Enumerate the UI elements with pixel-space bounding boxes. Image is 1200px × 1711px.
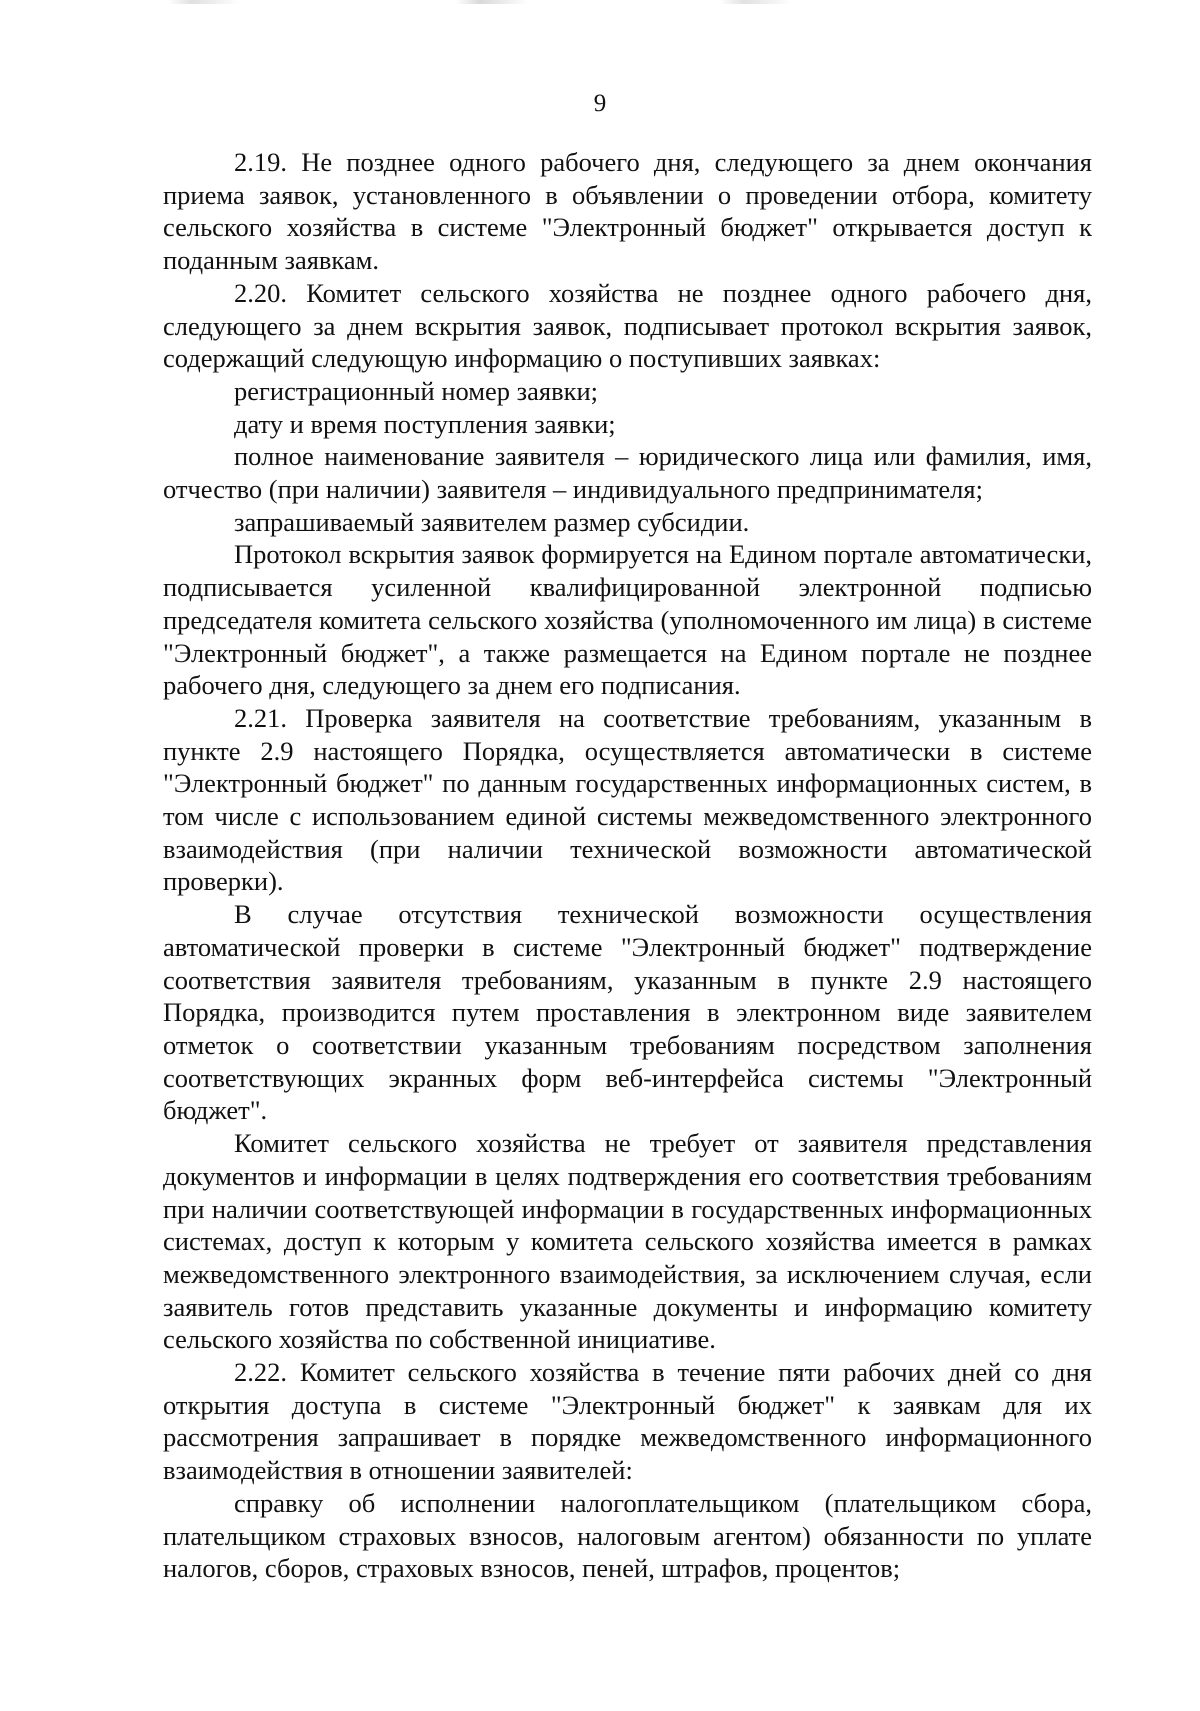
list-item-receipt-date: дату и время поступления заявки;	[234, 408, 616, 439]
paragraph-2-21: 2.21. Проверка заявителя на соответствие требованиям, указанным в пункте 2.9 настоящего Порядка, осуществляется автоматически в системе "Электронный бюджет" по данным государственных информационных систем, в том числе с использованием единой системы межведомственного электронного взаимодействия (при наличии технической возможности автоматической проверки).	[163, 702, 1092, 897]
paragraph-no-technical-possibility: В случае отсутствия технической возможности осуществления автоматической проверки в системе "Электронный бюджет" подтверждение соответствия заявителя требованиям, указанным в пункте 2.9 настоящего Порядка, производится путем проставления в электронном виде заявителем отметок о соответствии указанным требованиям посредством заполнения соответствующих экранных форм веб-интерфейса системы "Электронный бюджет".	[163, 899, 1092, 1126]
list-item-tax-certificate: справку об исполнении налогоплательщиком (плательщиком сбора, плательщиком страховых взносов, налоговым агентом) обязанности по уплате налогов, сборов, страховых взносов, пеней, штрафов, процентов;	[163, 1487, 1092, 1584]
paragraph-2-19: 2.19. Не позднее одного рабочего дня, следующего за днем окончания приема заявок, установленного в объявлении о проведении отбора, комитету сельского хозяйства в системе "Электронный бюджет" открывается доступ к поданным заявкам.	[163, 147, 1092, 276]
document-body	[163, 146, 1092, 1585]
list-item-applicant-name: полное наименование заявителя – юридического лица или фамилия, имя, отчество (при наличии) заявителя – индивидуального предпринимателя;	[163, 441, 1092, 505]
page-number: 9	[593, 90, 607, 117]
paragraph-committee-requirements: Комитет сельского хозяйства не требует от заявителя представления документов и информации в целях подтверждения его соответствия требованиям при наличии соответствующей информации в государственных информационных системах, доступ к которым у комитета сельского хозяйства имеется в рамках межведомственного электронного взаимодействия, за исключением случая, если заявитель готов представить указанные документы и информацию комитету сельского хозяйства по собственной инициативе.	[163, 1128, 1092, 1355]
list-item-subsidy-amount: запрашиваемый заявителем размер субсидии.	[234, 506, 750, 537]
paragraph-protocol: Протокол вскрытия заявок формируется на Едином портале автоматически, подписывается усиленной квалифицированной электронной подписью председателя комитета сельского хозяйства (уполномоченного им лица) в системе "Электронный бюджет", а также размещается на Едином портале не позднее рабочего дня, следующего за днем его подписания.	[163, 539, 1092, 701]
list-item-registration-number: регистрационный номер заявки;	[234, 375, 599, 406]
paragraph-2-22: 2.22. Комитет сельского хозяйства в течение пяти рабочих дней со дня открытия доступа в системе "Электронный бюджет" к заявкам для их рассмотрения запрашивает в порядке межведомственного информационного взаимодействия в отношении заявителей:	[163, 1357, 1092, 1486]
scan-top-edge	[0, 0, 1200, 4]
paragraph-2-20: 2.20. Комитет сельского хозяйства не позднее одного рабочего дня, следующего за днем вскрытия заявок, подписывает протокол вскрытия заявок, содержащий следующую информацию о поступивших заявках:	[163, 277, 1092, 374]
